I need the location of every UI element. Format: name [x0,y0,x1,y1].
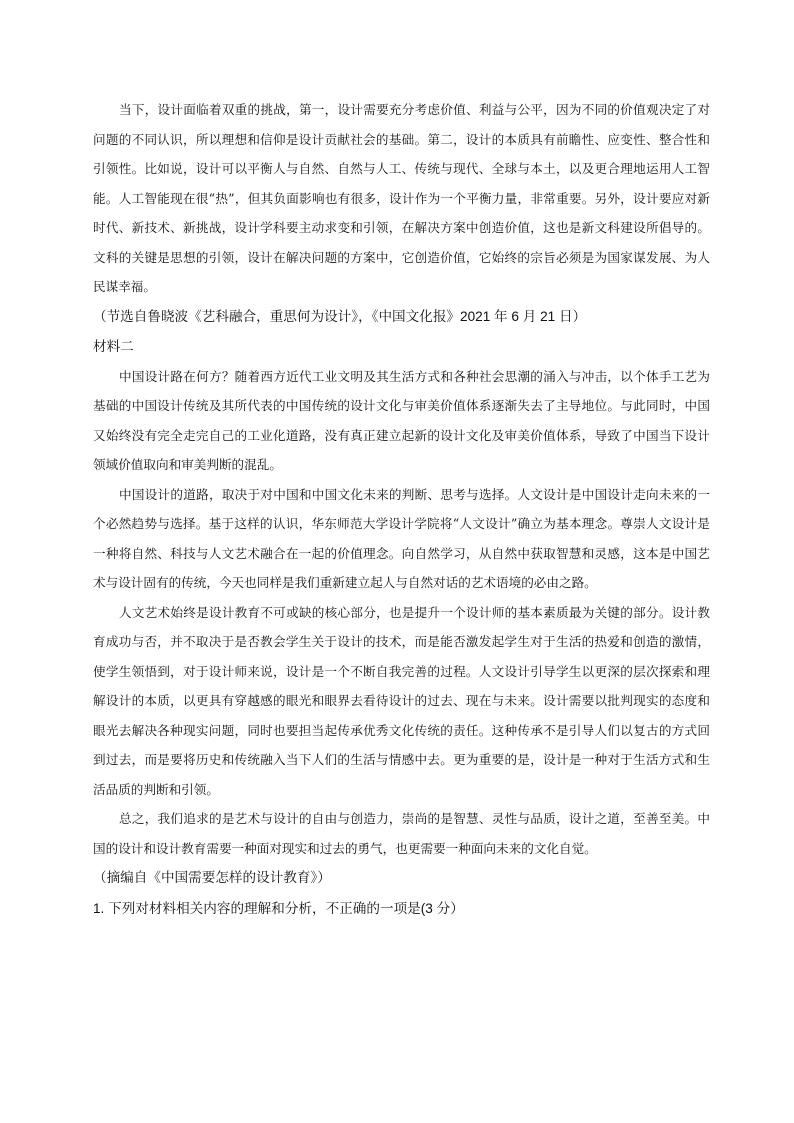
material2-paragraph-4: 总之，我们追求的是艺术与设计的自由与创造力，崇尚的是智慧、灵性与品质，设计之道，至善至美。中国的设计和设计教育需要一种面对现实和过去的勇气，也更需要一种面向未来的文化自觉。 [93,811,710,856]
material2-paragraph-1: 中国设计路在何方？随着西方近代工业文明及其生活方式和各种社会思潮的涌入与冲击，以个体手工艺为基础的中国设计传统及其所代表的中国传统的设计文化与审美价值体系逐渐失去了主导地位。与此同时，中国又始终没有完全走完自己的工业化道路，没有真正建立起新的设计文化及审美价值体系，导致了中国当下设计领域价值取向和审美判断的混乱。 [93,368,710,472]
document-page [93,95,710,924]
question-1: 1. 下列对材料相关内容的理解和分析，不正确的一项是(3 分） [93,901,464,916]
material2-source: （摘编自《中国需要怎样的设计教育》） [93,870,331,885]
material2-paragraph-3: 人文艺术始终是设计教育不可或缺的核心部分，也是提升一个设计师的基本素质最为关键的部分。设计教育成功与否，并不取决于是否教会学生关于设计的技术，而是能否激发起学生对于生活的热爱和创造的激情，使学生领悟到，对于设计师来说，设计是一个不断自我完善的过程。人文设计引导学生以更深的层次探索和理解设计的本质，以更具有穿越感的眼光和眼界去看待设计的过去、现在与未来。设计需要以批判现实的态度和眼光去解决各种现实问题，同时也要担当起传承优秀文化传统的责任。这种传承不是引导人们以复古的方式回到过去，而是要将历史和传统融入当下人们的生活与情感中去。更为重要的是，设计是一种对于生活方式和生活品质的判断和引领。 [93,604,710,797]
material2-paragraph-2: 中国设计的道路，取决于对中国和中国文化未来的判断、思考与选择。人文设计是中国设计走向未来的一个必然趋势与选择。基于这样的认识，华东师范大学设计学院将“人文设计”确立为基本理念。尊崇人文设计是一种将自然、科技与人文艺术融合在一起的价值理念。向自然学习，从自然中获取智慧和灵感，这本是中国艺术与设计固有的传统，今天也同样是我们重新建立起人与自然对话的艺术语境的必由之路。 [93,486,710,590]
material2-heading: 材料二 [93,338,134,354]
material1-paragraph: 当下，设计面临着双重的挑战，第一，设计需要充分考虑价值、利益与公平，因为不同的价值观决定了对问题的不同认识，所以理想和信仰是设计贡献社会的基础。第二，设计的本质具有前瞻性、应变性、整合性和引领性。比如说，设计可以平衡人与自然、自然与人工、传统与现代、全球与本土，以及更合理地运用人工智能。人工智能现在很“热”，但其负面影响也有很多，设计作为一个平衡力量，非常重要。另外，设计要应对新时代、新技术、新挑战，设计学科要主动求变和引领，在解决方案中创造价值，这也是新文科建设所倡导的。文科的关键是思想的引领，设计在解决问题的方案中，它创造价值，它始终的宗旨必须是为国家谋发展、为人民谋幸福。 [93,102,710,294]
material1-source: （节选自鲁晓波《艺科融合，重思何为设计》，《中国文化报》2021 年 6 月 21 日） [93,308,587,324]
